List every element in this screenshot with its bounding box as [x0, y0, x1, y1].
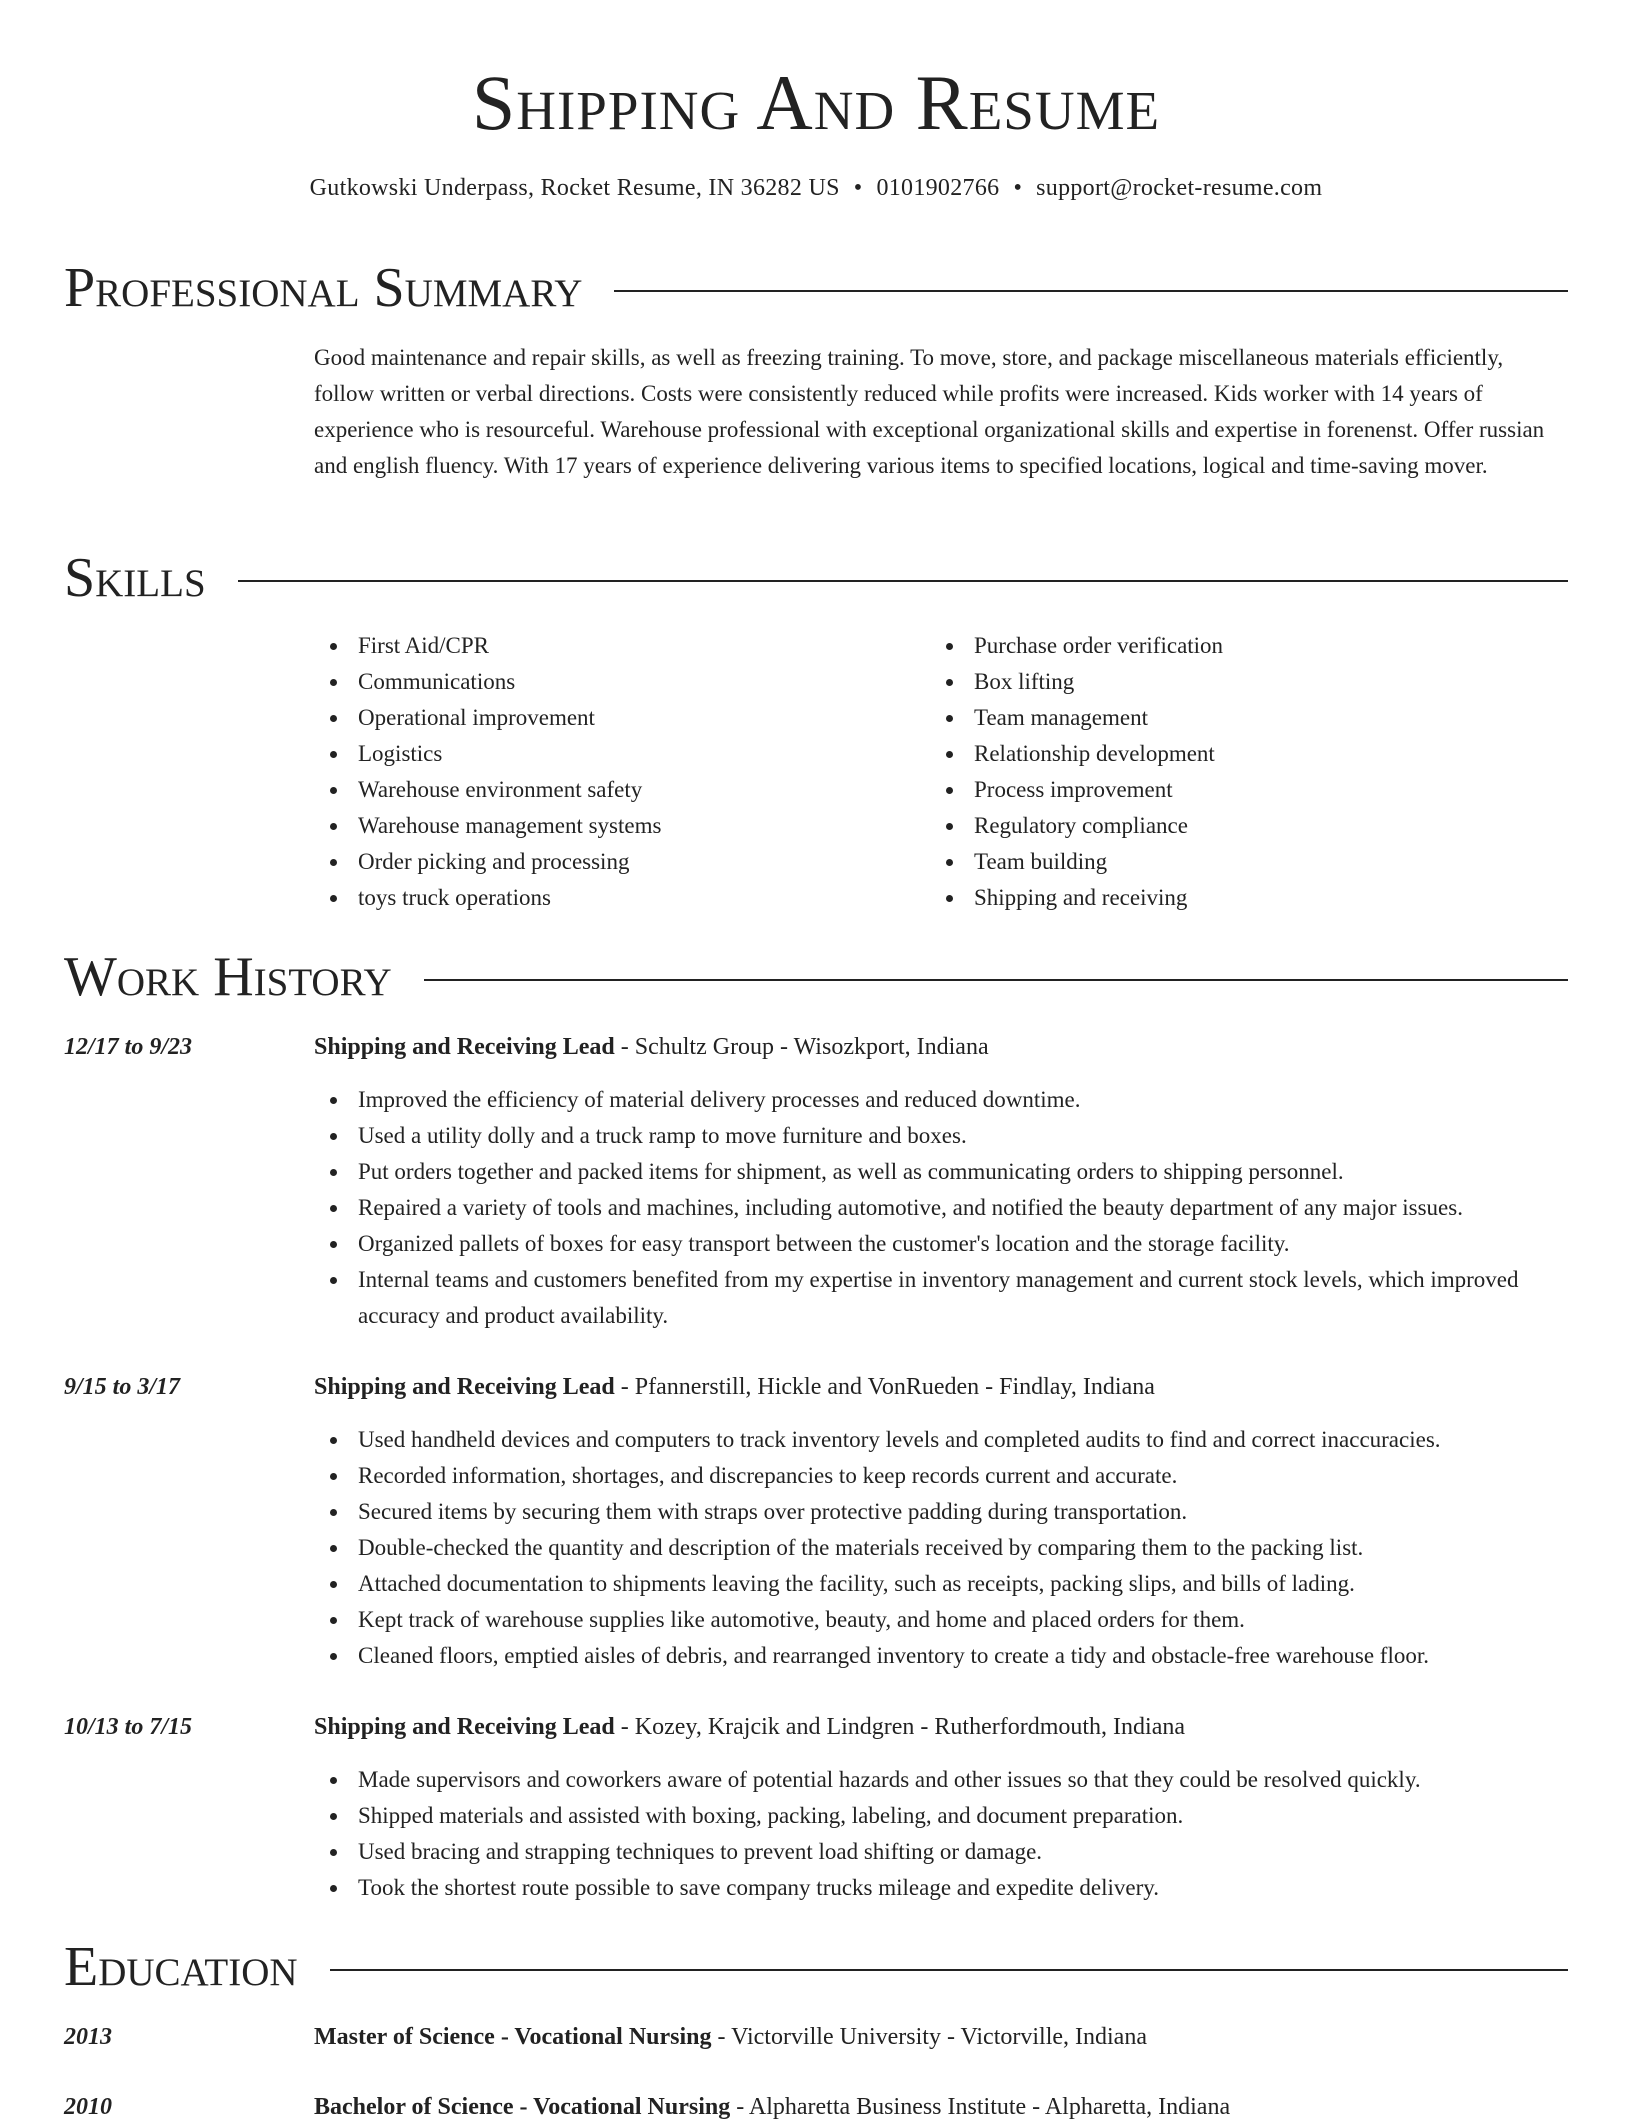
- job-duty: Used bracing and strapping techniques to prevent load shifting or damage.: [314, 1834, 1568, 1870]
- skill-item: Relationship development: [930, 736, 1530, 772]
- job-duty: Recorded information, shortages, and discrepancies to keep records current and accurate.: [314, 1458, 1568, 1494]
- education-year: 2010: [64, 2094, 112, 2120]
- job-dates: 12/17 to 9/23: [64, 1034, 193, 1060]
- education-school: - Alpharetta Business Institute - Alpharetta, Indiana: [730, 2094, 1231, 2120]
- skill-item: First Aid/CPR: [314, 628, 914, 664]
- section-divider: [330, 1969, 1568, 1971]
- skills-section-header: [64, 548, 1568, 608]
- job-duty: Double-checked the quantity and description of the materials received by comparing them to the packing list.: [314, 1530, 1568, 1566]
- skill-item: Communications: [314, 664, 914, 700]
- job-duty: Made supervisors and coworkers aware of potential hazards and other issues so that they could be resolved quickly.: [314, 1762, 1568, 1798]
- summary-section-title: Professional Summary: [64, 257, 583, 319]
- education-year: 2013: [64, 2024, 112, 2050]
- skills-list-left: [314, 628, 914, 916]
- job-duty: Cleaned floors, emptied aisles of debris, and rearranged inventory to create a tidy and obstacle-free warehouse floor.: [314, 1638, 1568, 1674]
- job-duty: Attached documentation to shipments leaving the facility, such as receipts, packing slips, and bills of lading.: [314, 1566, 1568, 1602]
- skill-item: toys truck operations: [314, 880, 914, 916]
- skill-item: Operational improvement: [314, 700, 914, 736]
- skill-item: Regulatory compliance: [930, 808, 1530, 844]
- skill-item: Shipping and receiving: [930, 880, 1530, 916]
- work-section-title: Work History: [64, 946, 392, 1008]
- job-duty: Took the shortest route possible to save company trucks mileage and expedite delivery.: [314, 1870, 1568, 1906]
- education-degree: Master of Science - Vocational Nursing: [314, 2024, 712, 2050]
- job-duty: Used a utility dolly and a truck ramp to move furniture and boxes.: [314, 1118, 1568, 1154]
- job-title-line: [314, 1031, 1568, 1063]
- skills-list-right: [930, 628, 1530, 916]
- summary-section-header: [64, 258, 1568, 318]
- job-title: Shipping and Receiving Lead: [314, 1714, 615, 1740]
- summary-text: Good maintenance and repair skills, as well as freezing training. To move, store, and package miscellaneous materials efficiently, follow written or verbal directions. Costs were consistently reduced while profits were increased. Kids worker with 14 years of experience who is resourceful. Warehouse professional with exceptional organizational skills and expertise in forenenst. Offer russian and english fluency. With 17 years of experience delivering various items to specified locations, logical and time-saving mover.: [314, 345, 1545, 478]
- skill-item: Purchase order verification: [930, 628, 1530, 664]
- skills-section-title: Skills: [64, 547, 206, 609]
- section-divider: [238, 580, 1568, 582]
- job-duties-list: [314, 1762, 1568, 1906]
- skill-item: Box lifting: [930, 664, 1530, 700]
- job-duty: Internal teams and customers benefited from my expertise in inventory management and current stock levels, which improved accuracy and product availability.: [314, 1262, 1568, 1334]
- job-duty: Secured items by securing them with straps over protective padding during transportation.: [314, 1494, 1568, 1530]
- skill-item: Process improvement: [930, 772, 1530, 808]
- skill-item: Warehouse management systems: [314, 808, 914, 844]
- job-title-line: [314, 1371, 1568, 1403]
- job-duty: Organized pallets of boxes for easy transport between the customer's location and the storage facility.: [314, 1226, 1568, 1262]
- job-duty: Kept track of warehouse supplies like automotive, beauty, and home and placed orders for them.: [314, 1602, 1568, 1638]
- job-company: - Pfannerstill, Hickle and VonRueden - Findlay, Indiana: [614, 1374, 1155, 1400]
- education-section-header: [64, 1937, 1568, 1997]
- education-line: [314, 2091, 1568, 2123]
- skill-item: Team building: [930, 844, 1530, 880]
- job-title-line: [314, 1711, 1568, 1743]
- job-duties-list: [314, 1082, 1568, 1334]
- contact-separator: •: [1013, 175, 1023, 201]
- contact-address: Gutkowski Underpass, Rocket Resume, IN 36282 US: [309, 175, 840, 201]
- skill-item: Logistics: [314, 736, 914, 772]
- work-section-header: [64, 947, 1568, 1007]
- skill-item: Team management: [930, 700, 1530, 736]
- job-company: - Schultz Group - Wisozkport, Indiana: [614, 1034, 989, 1060]
- job-duty: Improved the efficiency of material delivery processes and reduced downtime.: [314, 1082, 1568, 1118]
- section-divider: [424, 979, 1568, 981]
- education-line: [314, 2021, 1568, 2053]
- job-duty: Put orders together and packed items for shipment, as well as communicating orders to shipping personnel.: [314, 1154, 1568, 1190]
- contact-separator: •: [853, 175, 863, 201]
- skill-item: Warehouse environment safety: [314, 772, 914, 808]
- job-duties-list: [314, 1422, 1568, 1674]
- job-dates: 10/13 to 7/15: [64, 1714, 193, 1740]
- section-divider: [614, 290, 1568, 292]
- education-degree: Bachelor of Science - Vocational Nursing: [314, 2094, 731, 2120]
- contact-line: [0, 173, 1632, 203]
- education-section-title: Education: [64, 1936, 298, 1998]
- job-duty: Repaired a variety of tools and machines, including automotive, and notified the beauty department of any major issues.: [314, 1190, 1568, 1226]
- job-duty: Used handheld devices and computers to track inventory levels and completed audits to find and correct inaccuracies.: [314, 1422, 1568, 1458]
- contact-phone: 0101902766: [876, 175, 1000, 201]
- job-title: Shipping and Receiving Lead: [314, 1374, 615, 1400]
- contact-email: support@rocket-resume.com: [1036, 175, 1323, 201]
- job-dates: 9/15 to 3/17: [64, 1374, 181, 1400]
- job-title: Shipping and Receiving Lead: [314, 1034, 615, 1060]
- job-company: - Kozey, Krajcik and Lindgren - Rutherfordmouth, Indiana: [614, 1714, 1186, 1740]
- education-school: - Victorville University - Victorville, Indiana: [711, 2024, 1147, 2050]
- resume-name: Shipping And Resume: [471, 59, 1161, 146]
- job-duty: Shipped materials and assisted with boxing, packing, labeling, and document preparation.: [314, 1798, 1568, 1834]
- skill-item: Order picking and processing: [314, 844, 914, 880]
